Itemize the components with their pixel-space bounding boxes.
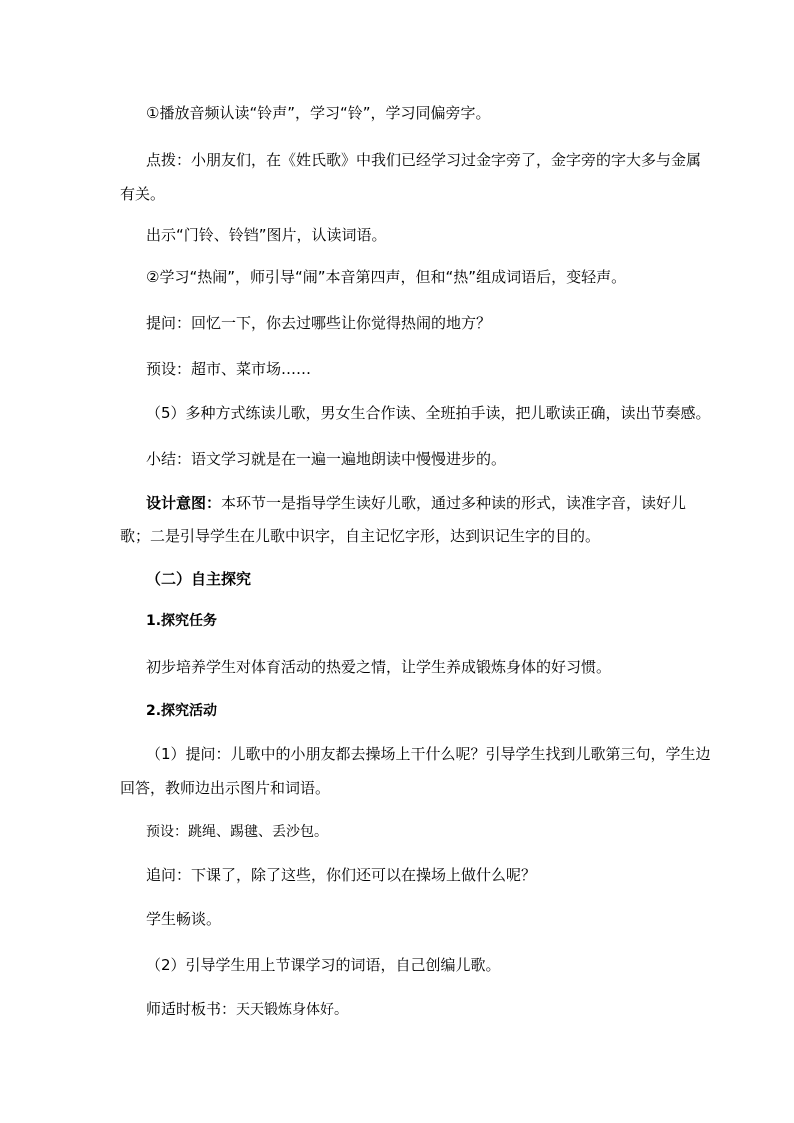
subheading-exploration-task: 1.探究任务 [146, 613, 218, 629]
section-heading-self-exploration: （二）自主探究 [146, 570, 252, 588]
subheading-exploration-activity: 2.探究活动 [146, 703, 218, 719]
paragraph-students-discuss: 学生畅谈。 [146, 910, 222, 928]
paragraph-followup-question: 追问：下课了，除了这些，你们还可以在操场上做什么呢？ [146, 866, 537, 884]
paragraph-tip-line2: 有关。 [120, 185, 166, 203]
paragraph-practice-reading: （5）多种方式练读儿歌，男女生合作读、全班拍手读，把儿歌读正确，读出节奏感。 [146, 404, 711, 422]
design-intent-label: 设计意图： [146, 494, 222, 512]
paragraph-question-playground-line2: 回答，教师边出示图片和词语。 [120, 779, 331, 797]
paragraph-question-playground-line1: （1）提问：儿歌中的小朋友都去操场上干什么呢？引导学生找到儿歌第三句，学生边 [146, 745, 711, 763]
paragraph-question-recall: 提问：回忆一下，你去过哪些让你觉得热闹的地方？ [146, 314, 492, 332]
blackboard-text: 天天锻炼身体好。 [236, 1002, 349, 1018]
paragraph-learn-renao: ②学习“热闹”，师引导“闹”本音第四声，但和“热”组成词语后，变轻声。 [146, 268, 627, 286]
paragraph-show-images: 出示“门铃、铃铛”图片，认读词语。 [146, 226, 387, 244]
paragraph-create-rhyme: （2）引导学生用上节课学习的词语，自己创编儿歌。 [146, 956, 501, 974]
paragraph-task-goal: 初步培养学生对体育活动的热爱之情，让学生养成锻炼身体的好习惯。 [146, 658, 612, 676]
paragraph-design-intent-line2: 歌；二是引导学生在儿歌中识字，自主记忆字形，达到识记生字的目的。 [120, 527, 601, 545]
blackboard-prefix: 师适时板书： [146, 1000, 237, 1018]
paragraph-tip-line1: 点拨：小朋友们，在《姓氏歌》中我们已经学习过金字旁了，金字旁的字大多与金属 [146, 151, 702, 169]
paragraph-design-intent-line1 [146, 486, 706, 520]
paragraph-summary: 小结：语文学习就是在一遍一遍地朗读中慢慢进步的。 [146, 450, 507, 468]
paragraph-preset-activities: 预设：跳绳、踢毽、丢沙包。 [146, 824, 328, 840]
design-intent-text: 本环节一是指导学生读好儿歌，通过多种读的形式，读准字音，读好儿 [221, 494, 687, 512]
paragraph-blackboard [146, 992, 706, 1027]
paragraph-audio-reading: ①播放音频认读“铃声”，学习“铃”，学习同偏旁字。 [146, 104, 491, 122]
paragraph-preset-answer: 预设：超市、菜市场…… [146, 360, 312, 378]
